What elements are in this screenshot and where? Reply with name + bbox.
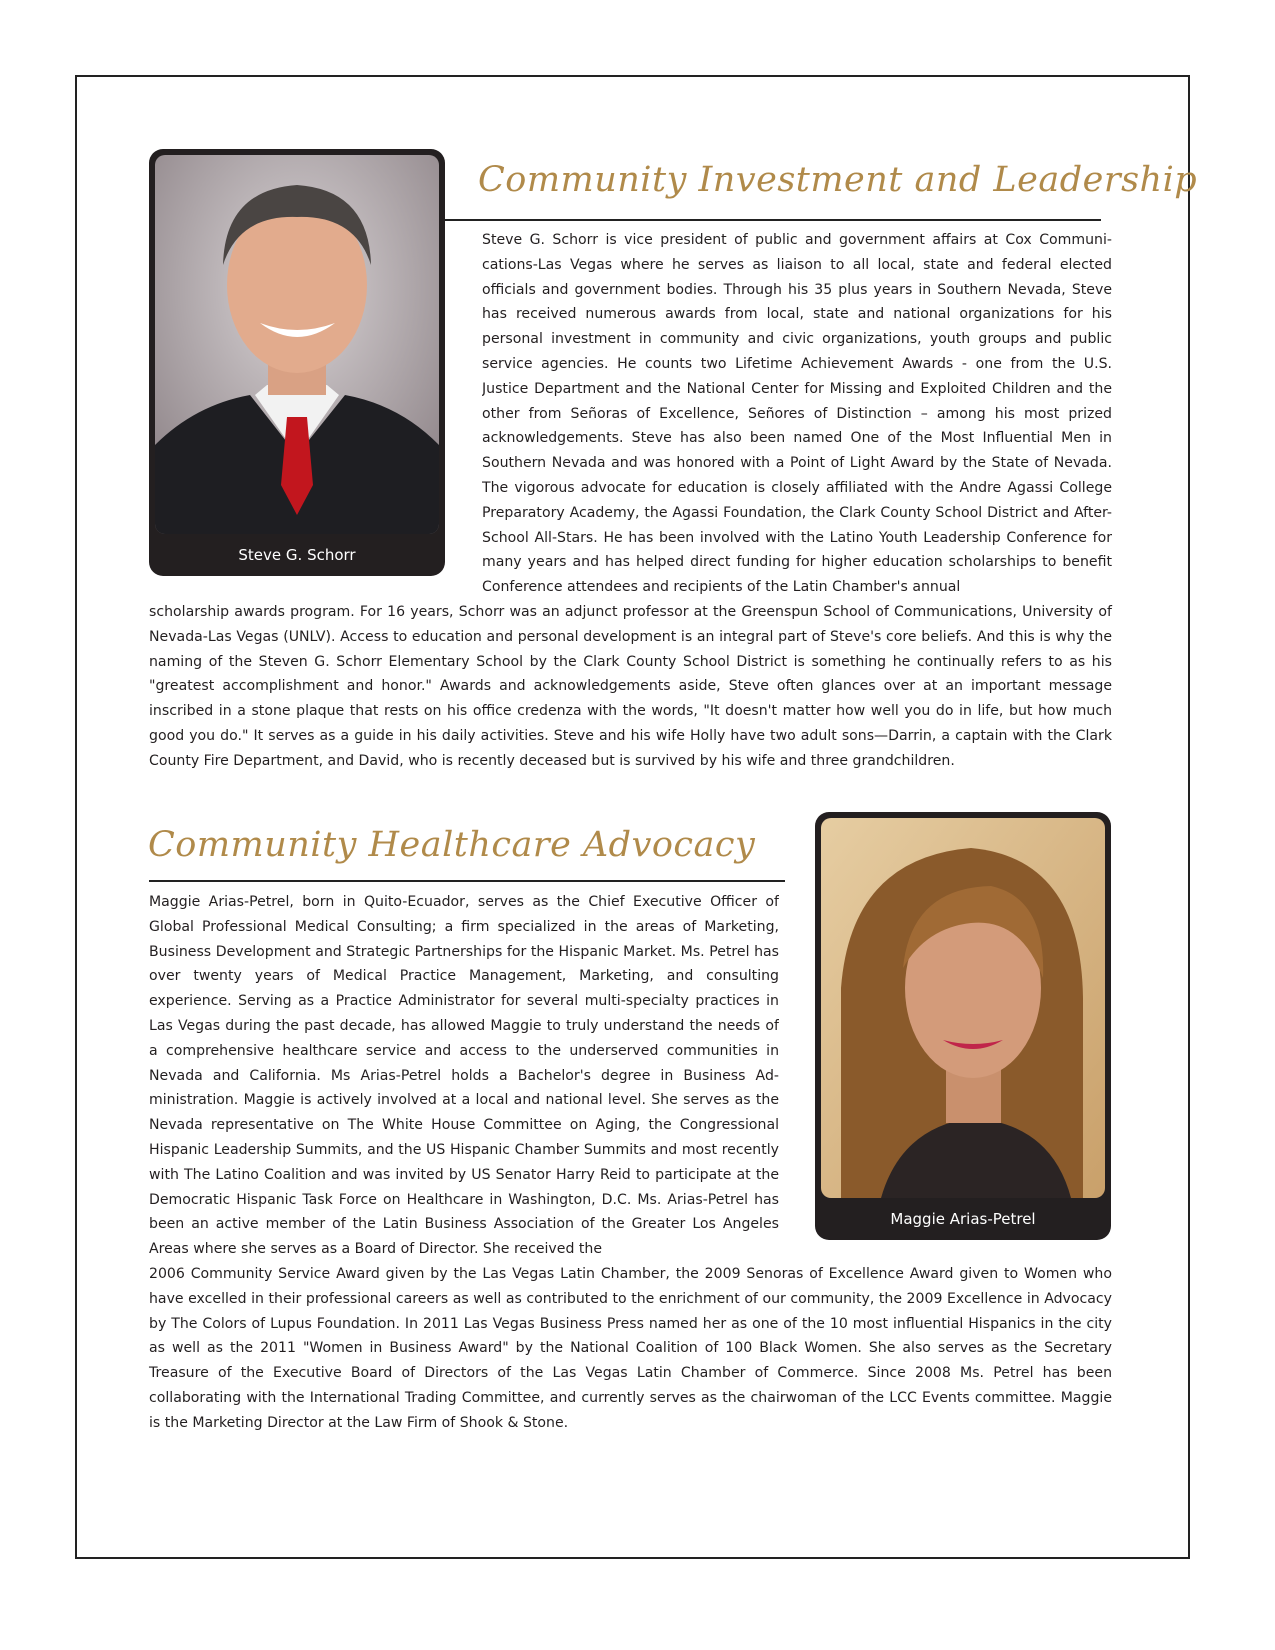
- section-rule-investment: [445, 219, 1101, 221]
- steve-bio-full-width: scholarship awards program. For 16 years, Schorr was an adjunct professor at the Greenspun School of Communications, University of Nevada-Las Vegas (UNLV). Access to education and personal development is an integral part of Steve's core beliefs. And this is why the naming of the Steven G. Schorr Elementary School by the Clark County School District is something he continually refers to as his "greatest accomplishment and honor." Awards and acknowledgements aside, Steve often glances over at an important message inscribed in a stone plaque that rests on his office credenza with the words, "It doesn't matter how well you do in life, but how much good you do." It serves as a guide in his daily activities. Steve and his wife Holly have two adult sons—Darrin, a captain with the Clark County Fire Department, and David, who is recently deceased but is survived by his wife and three grandchildren.: [149, 604, 1112, 769]
- steve-schorr-portrait: [155, 155, 439, 534]
- maggie-arias-petrel-caption: Maggie Arias-Petrel: [890, 1210, 1036, 1228]
- steve-bio-wrapped: Steve G. Schorr is vice president of public and government affairs at Cox Communications-Las Vegas where he serves as liaison to all local, state and federal elected officials and government bodies. Through his 35 plus years in Southern Nevada, Steve has received numerous awards from local, state and national organizations for his personal investment in community and civic organizations, youth groups and public service agencies. He counts two Lifetime Achievement Awards - one from the U.S. Justice Department and the National Center for Missing and Exploited Children and the other from Señoras of Excellence, Señores of Distinction – among his most prized acknowledgements. Steve has also been named One of the Most Influential Men in Southern Nevada and was honored with a Point of Light Award by the State of Nevada. The vigorous advocate for education is closely affiliated with the Andre Agassi College Preparatory Academy, the Agassi Foundation, the Clark County School District and After-School All-Stars. He has been involved with the Latino Youth Leadership Conference for many years and has helped direct funding for higher education scholarships to benefit Conference attendees and recipients of the Latin Chamber's annual: [482, 232, 1112, 596]
- steve-schorr-photo-card: [149, 149, 445, 576]
- maggie-bio-wrapped: Maggie Arias-Petrel, born in Quito-Ecuador, serves as the Chief Executive Officer of Global Professional Medical Consulting; a firm specialized in the areas of Marketing, Business Development and Strategic Partnerships for the Hispanic Market. Ms. Petrel has over twenty years of Medical Practice Management, Marketing, and consulting experience. Serving as a Practice Administrator for several multi-specialty practices in Las Vegas during the past decade, has allowed Maggie to truly understand the needs of a comprehensive healthcare service and access to the underserved communities in Nevada and California. Ms Arias-Petrel holds a Bachelor's degree in Business Administration. Maggie is actively involved at a local and national level. She serves as the Nevada representative on The White House Committee on Aging, the Congressional Hispanic Leadership Summits, and the US Hispanic Chamber Summits and most recently with The Latino Coalition and was invited by US Senator Harry Reid to participate at the Democratic Hispanic Task Force on Healthcare in Washington, D.C. Ms. Arias-Petrel has been an active member of the Latin Business Association of the Greater Los Angeles Areas where she serves as a Board of Director. She received the: [149, 894, 779, 1258]
- steve-schorr-caption: Steve G. Schorr: [238, 546, 356, 564]
- maggie-bio-full-width: 2006 Community Service Award given by the Las Vegas Latin Chamber, the 2009 Senoras of Excellence Award given to Women who have excelled in their professional careers as well as contributed to the enrichment of our community, the 2009 Excellence in Advocacy by The Colors of Lupus Foundation. In 2011 Las Vegas Business Press named her as one of the 10 most influential Hispanics in the city as well as the 2011 "Women in Business Award" by the National Coalition of 100 Black Women. She also serves as the Secretary Treasure of the Executive Board of Directors of the Las Vegas Latin Chamber of Commerce. Since 2008 Ms. Petrel has been collaborating with the International Trading Committee, and currently serves as the chairwoman of the LCC Events committee. Maggie is the Marketing Director at the Law Firm of Shook & Stone.: [149, 1266, 1112, 1431]
- section-title-healthcare: Community Healthcare Advocacy: [148, 825, 756, 865]
- section-title-investment: Community Investment and Leadership: [478, 160, 1198, 200]
- section-rule-healthcare: [149, 880, 785, 882]
- maggie-arias-petrel-photo-card: [815, 812, 1111, 1240]
- maggie-arias-petrel-portrait: [821, 818, 1105, 1198]
